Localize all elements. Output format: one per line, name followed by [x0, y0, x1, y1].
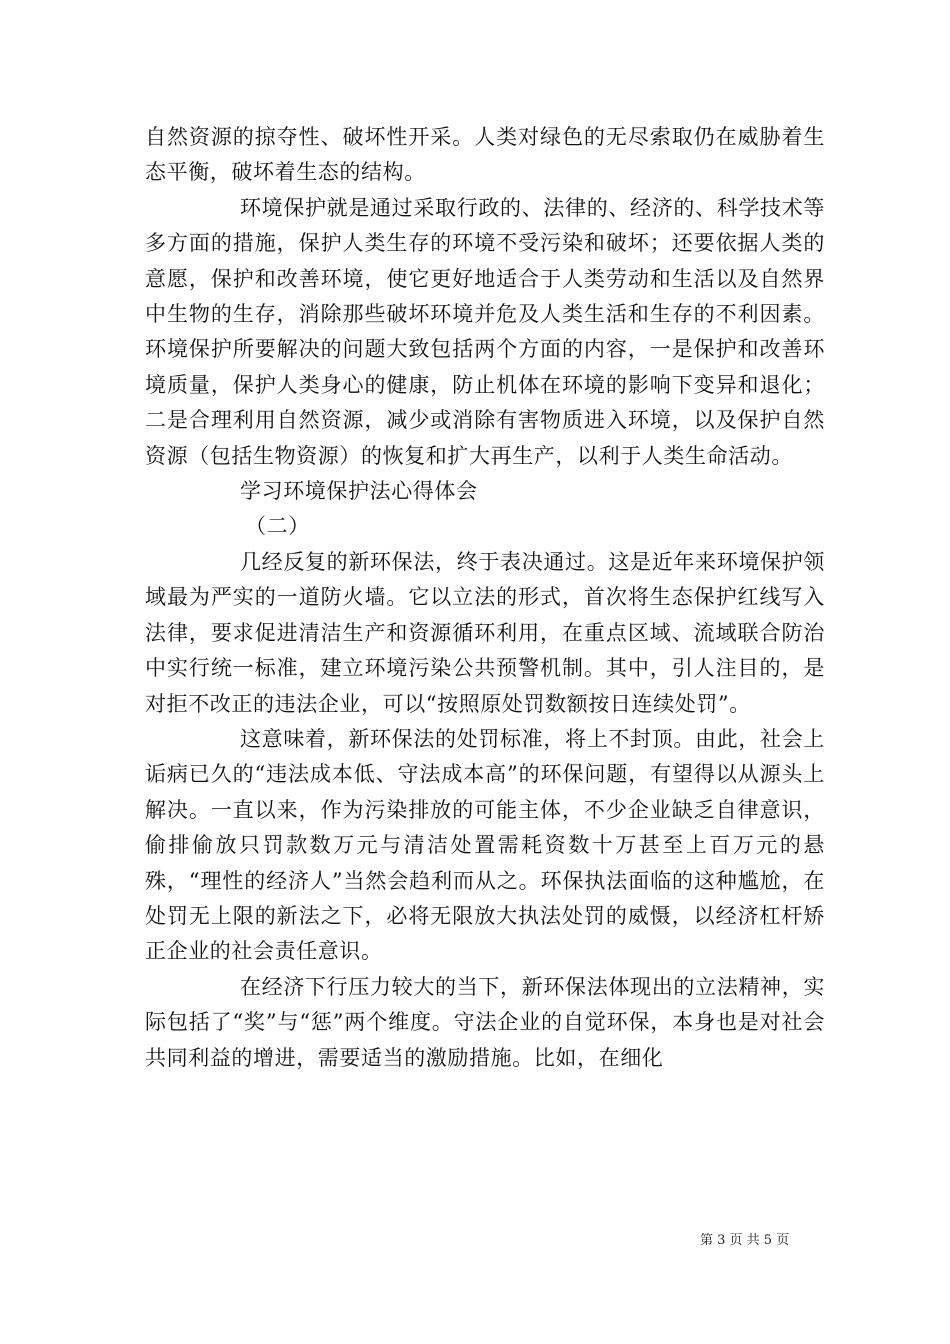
- page-number-footer: 第 3 页 共 5 页: [700, 1233, 790, 1248]
- document-body: [145, 120, 825, 1076]
- paragraph-reward-and-punishment: 在经济下行压力较大的当下，新环保法体现出的立法精神，实际包括了“奖”与“惩”两个维度。守法企业的自觉环保，本身也是对社会共同利益的增进，需要适当的激励措施。比如，在细化: [145, 974, 825, 1070]
- paragraph-penalty-standard: 这意味着，新环保法的处罚标准，将上不封顶。由此，社会上诟病已久的“违法成本低、守法成本高”的环保问题，有望得以从源头上解决。一直以来，作为污染排放的可能主体，不少企业缺乏自律意识，偷排偷放只罚款数万元与清洁处置需耗资数十万甚至上百万元的悬殊，“理性的经济人”当然会趋利而从之。环保执法面临的这种尴尬，在处罚无上限的新法之下，必将无限放大执法处罚的威慑，以经济杠杆矫正企业的社会责任意识。: [145, 726, 825, 964]
- paragraph-resource-exploitation: 自然资源的掠夺性、破坏性开采。人类对绿色的无尽索取仍在威胁着生态平衡，破坏着生态的结构。: [145, 125, 825, 185]
- paragraph-environmental-protection-definition: 环境保护就是通过采取行政的、法律的、经济的、科学技术等多方面的措施，保护人类生存的环境不受污染和破坏；还要依据人类的意愿，保护和改善环境，使它更好地适合于人类劳动和生活以及自然界中生物的生存，消除那些破坏环境并危及人类生活和生存的不利因素。环境保护所要解决的问题大致包括两个方面的内容，一是保护和改善环境质量，保护人类身心的健康，防止机体在环境的影响下变异和退化；二是合理利用自然资源，减少或消除有害物质进入环境，以及保护自然资源（包括生物资源）的恢复和扩大再生产，以利于人类生命活动。: [145, 195, 825, 468]
- section-title: 学习环境保护法心得体会: [240, 479, 478, 504]
- section-number: （二）: [245, 514, 310, 539]
- paragraph-new-law-passed: 几经反复的新环保法，终于表决通过。这是近年来环境保护领域最为严实的一道防火墙。它以立法的形式，首次将生态保护红线写入法律，要求促进清洁生产和资源循环利用，在重点区域、流域联合防治中实行统一标准，建立环境污染公共预警机制。其中，引人注目的，是对拒不改正的违法企业，可以“按照原处罚数额按日连续处罚”。: [145, 549, 825, 716]
